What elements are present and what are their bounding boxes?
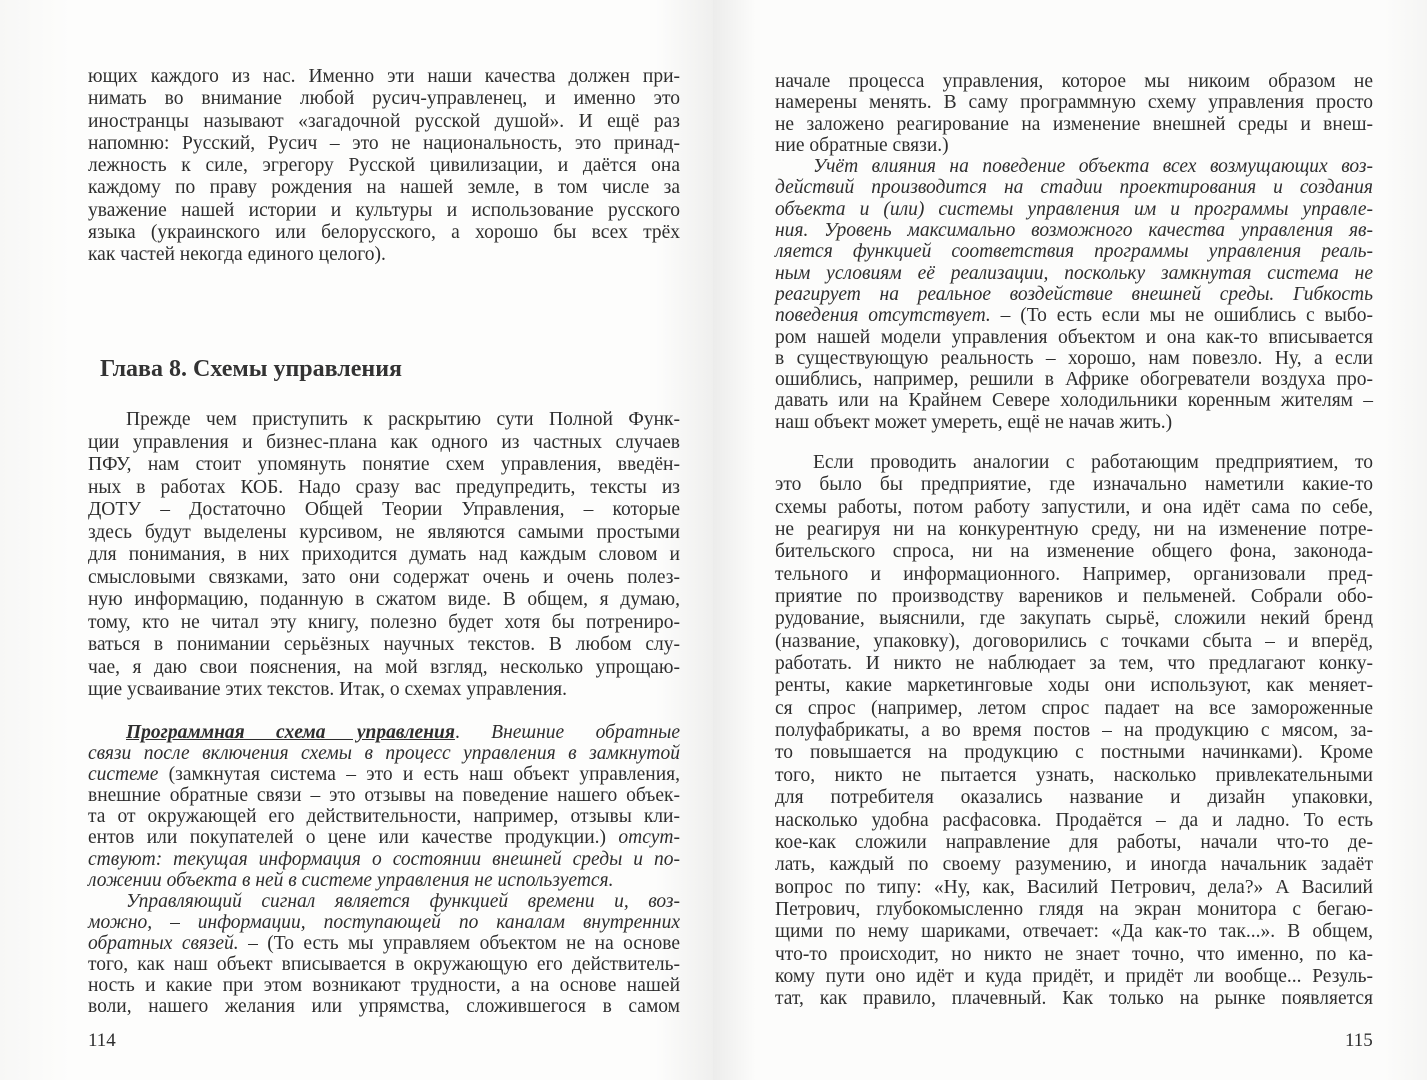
text-line [775,877,1373,899]
text-line [88,743,680,764]
text-segment: здесь будут выделены курсивом, не являются самыми простыми [88,521,680,543]
text-line [775,497,1373,519]
text-line [775,519,1373,541]
italic-quote: ложении объекта в ней в системе управления не используется. [88,869,614,891]
text-line [88,954,680,975]
text-segment: уважение нашей истории и культуры и использование русского [88,199,680,221]
text-segment: не заложено реагирование на изменение внешней среды и внеш- [775,113,1373,135]
text-line [88,634,680,657]
italic-quote: Управляющий сигнал является функцией времени и, воз- [126,890,680,912]
text-line [88,66,680,88]
text-line [775,787,1373,809]
text-segment: ющих каждого из нас. Именно эти наши качества должен при- [88,66,680,87]
text-line [775,564,1373,586]
text-segment: смысловыми связками, зато они содержат очень и очень полез- [88,566,680,588]
text-segment: приятие по производству вареников и пельменей. Собрали обо- [775,586,1373,608]
text-line [88,870,680,891]
text-segment: не реагируя ни на конкурентную среду, ни на изменение потре- [775,519,1373,541]
text-segment: работать. И никто не наблюдает за тем, что предлагают конку- [775,653,1373,675]
text-segment: ром нашей модели управления объектом и она как-то вписывается [775,326,1373,348]
text-line [775,988,1373,1010]
emphasized-term: Программная схема управления [126,722,455,743]
text-line [88,522,680,545]
text-segment: тат, как правило, плачевный. Как только на рынке появляется [775,988,1373,1010]
text-segment: Петрович, глубокомысленно глядя на экран монитора с бегаю- [775,898,1373,920]
text-line [88,499,680,522]
text-line [775,156,1373,177]
italic-quote: обратных связей. [88,932,239,954]
text-line [775,474,1373,496]
text-line [88,679,680,702]
text-segment: насколько удобна расфасовка. Продаётся – да и ладно. То есть [775,809,1373,831]
italic-quote: поведения отсутствует. [775,305,991,327]
text-line [88,612,680,635]
text-line [88,785,680,806]
text-line [775,348,1373,369]
text-line [775,854,1373,876]
text-line [88,764,680,785]
text-segment: ентов или покупателей о цене или качестве продукции.) [88,827,619,849]
text-segment: ДОТУ – Достаточно Общей Теории Управления, – которые [88,499,680,520]
text-line [88,200,680,222]
text-line [775,369,1373,390]
text-line [88,244,680,266]
italic-quote: Внешние обратные [491,722,680,743]
text-segment: ваться в понимании серьёзных научных текстов. В любом слу- [88,634,680,655]
chapter-heading: Глава 8. Схемы управления [100,356,403,382]
text-segment: для понимания, в них приходится думать над каждым словом и [88,544,680,565]
text-segment: в существующую реальность – хорошо, нам повезло. Ну, а если [775,347,1373,369]
text-line [775,832,1373,854]
text-segment: бительского спроса, ни на изменение общего фона, законода- [775,541,1373,563]
text-line [775,541,1373,563]
text-segment: давать или на Крайнем Севере холодильники коренным жителям – [775,390,1373,412]
text-line [775,675,1373,697]
text-segment: языка (украинского или белорусского, а хорошо бы всех трёх [88,222,680,244]
text-segment: щие усваивание этих текстов. Итак, о схемах управления. [88,679,567,700]
text-segment: ных в работах КОБ. Надо сразу вас предупредить, тексты из [88,476,680,498]
text-line [88,454,680,477]
text-line [775,452,1373,474]
text-line [88,477,680,500]
text-segment: это было бы предприятие, где изначально наметили какие-то [775,474,1373,496]
text-segment: намерены менять. В саму программную схему управления просто [775,92,1373,114]
text-line [775,966,1373,988]
text-line [88,891,680,912]
text-segment: наш объект может умереть, ещё не начав жить.) [775,411,1173,433]
text-segment: рудование, выяснили, где закупать сырьё, сложили некий бренд [775,608,1373,630]
text-line [88,133,680,155]
text-line [88,544,680,567]
text-segment: лать, каждый по своему разумению, и иногда начальник задаёт [775,854,1373,876]
paragraph-enterprise-analogy [775,452,1373,1011]
text-line [88,933,680,954]
text-segment: ции управления и бизнес-плана как одного из частных случаев [88,431,680,453]
text-segment: – (То есть если мы не ошиблись с выбо- [990,305,1374,327]
italic-quote: ным условиям её реализации, поскольку замкнутая система не [775,262,1373,284]
italic-quote: реагирует на реальное воздействие внешней среды. Гибкость [775,283,1373,305]
paragraph-intro [88,66,680,267]
italic-quote: объекта и (или) системы управления им и программы управле- [775,198,1373,220]
text-line [775,284,1373,305]
text-segment: полуфабрикаты, а во время постов – на продукцию с мясом, за- [775,720,1373,742]
text-segment: . [454,722,492,743]
text-segment: тому, кто не читал эту книгу, полезно будет хотя бы потрениро- [88,611,680,633]
text-line [88,806,680,827]
text-segment: как частей некогда единого целого). [88,244,386,266]
text-segment: ренты, какие маркетинговые ходы они используют, как меняет- [775,675,1373,697]
text-segment: щими по нему шариками, отвечает: «Да как-то так...». В общем, [775,921,1373,943]
italic-quote: действий производится на стадии проектирования и создания [775,177,1373,199]
text-line [88,222,680,244]
text-segment: ную информацию, поданную в сжатом виде. В общем, я думаю, [88,589,680,610]
page-number: 114 [88,1030,116,1051]
text-segment: ся спрос (например, летом спрос падает на все замороженные [775,697,1373,719]
text-line [775,305,1373,326]
text-line [88,155,680,177]
italic-quote: можно, – информации, поступающей по каналам внутренних [88,911,680,933]
left-page [0,0,713,1080]
text-segment: внешние обратные связи – это отзывы на поведение нашего объек- [88,785,680,807]
italic-quote: ляется функцией соответствия программы управления реаль- [775,241,1373,263]
text-line [775,114,1373,135]
text-segment: (замкнутая система – это и есть наш объект управления, [158,764,680,786]
text-line [775,220,1373,241]
text-line [775,944,1373,966]
text-segment: кому пути оно идёт и куда придёт, и придёт ли вообще... Резуль- [775,965,1373,987]
text-line [88,567,680,590]
text-line [775,241,1373,262]
text-line [88,975,680,996]
text-line [775,71,1373,92]
text-segment: того, никто не пытается узнать, насколько привлекательными [775,764,1373,786]
text-segment: иностранцы называют «загадочной русской душой». И ещё раз [88,110,680,132]
text-line [775,742,1373,764]
text-segment: кое-как сложили направление для работы, начали что-то де- [775,831,1373,853]
text-line [88,912,680,933]
text-segment: тельного и информационного. Например, организовали пред- [775,563,1373,585]
text-segment: та от окружающей его действительности, например, отзывы кли- [88,806,680,828]
text-line [88,827,680,848]
italic-quote: системе [88,764,159,786]
text-line [88,722,680,743]
text-line [775,327,1373,348]
text-line [775,135,1373,156]
text-line [775,720,1373,742]
text-segment: Прежде чем приступить к раскрытию сути Полной Функ- [126,409,680,430]
text-segment: ность и какие при этом возникают трудности, а на основе нашей [88,975,680,997]
paragraph-program-scheme [88,722,680,1017]
text-segment: ПФУ, нам стоит упомянуть понятие схем управления, введён- [88,454,680,475]
italic-quote: ствуют: текущая информация о состоянии внешней среды и по- [88,848,680,870]
text-line [775,92,1373,113]
text-segment: каждому по праву рождения на нашей земле, в том числе за [88,177,680,199]
text-line [775,390,1373,411]
text-line [775,921,1373,943]
text-segment: для потребителя оказались название и дизайн упаковки, [775,787,1373,809]
text-line [775,698,1373,720]
text-segment: – (То есть мы управляем объектом не на основе [238,932,680,954]
paragraph-chapter-intro [88,409,680,702]
text-line [88,88,680,110]
page-number: 115 [1345,1030,1373,1051]
text-segment: схемы работы, потом работу запустили, и она идёт сама по себе, [775,496,1373,518]
text-line [775,653,1373,675]
text-segment: (название, упаковку), договорились с точками сбыта – и вперёд, [775,630,1373,652]
italic-quote: Учёт влияния на поведение объекта всех возмущающих воз- [813,156,1373,178]
text-line [775,899,1373,921]
italic-quote: ния. Уровень максимально возможного качества управления яв- [775,220,1373,242]
text-segment: то повышается на продукцию с постными начинками). Кроме [775,742,1373,764]
text-line [88,111,680,133]
text-line [775,765,1373,787]
text-line [88,657,680,680]
text-line [775,177,1373,198]
text-line [88,849,680,870]
text-segment: лежность к силе, эгрегору Русской цивилизации, и даётся она [88,155,680,177]
text-line [775,608,1373,630]
text-segment: что-то происходит, но никто не знает точно, что именно, по ка- [775,943,1373,965]
text-line [775,586,1373,608]
text-line [775,810,1373,832]
text-segment: начале процесса управления, которое мы никоим образом не [775,71,1373,92]
text-segment: нимать во внимание любой русич-управленец, и именно это [88,88,680,110]
text-segment: Если проводить аналогии с работающим предприятием, то [813,452,1373,473]
text-line [775,199,1373,220]
text-line [775,263,1373,284]
italic-quote: отсут- [618,827,680,849]
paragraph-scheme-continued [775,71,1373,433]
text-line [88,589,680,612]
text-line [775,412,1373,433]
text-segment: ние обратные связи.) [775,134,949,156]
text-segment: ошиблись, например, решили в Африке обогреватели воздуха про- [775,369,1373,391]
text-segment: вопрос по типу: «Ну, как, Василий Петрович, дела?» А Василий [775,876,1373,898]
text-line [88,432,680,455]
text-segment: напомню: Русский, Русич – это не национальность, это принад- [88,132,680,154]
text-line [775,631,1373,653]
text-segment: чае, я даю свои пояснения, на мой взгляд, несколько упрощаю- [88,656,680,678]
text-segment: воли, нашего желания или упрямства, сложившегося в самом [88,996,680,1018]
italic-quote: связи после включения схемы в процесс управления в замкнутой [88,743,680,765]
text-segment: того, как наш объект вписывается в окружающую его действитель- [88,954,680,976]
right-page [713,0,1427,1080]
text-line [88,409,680,432]
text-line [88,177,680,199]
text-line [88,996,680,1017]
